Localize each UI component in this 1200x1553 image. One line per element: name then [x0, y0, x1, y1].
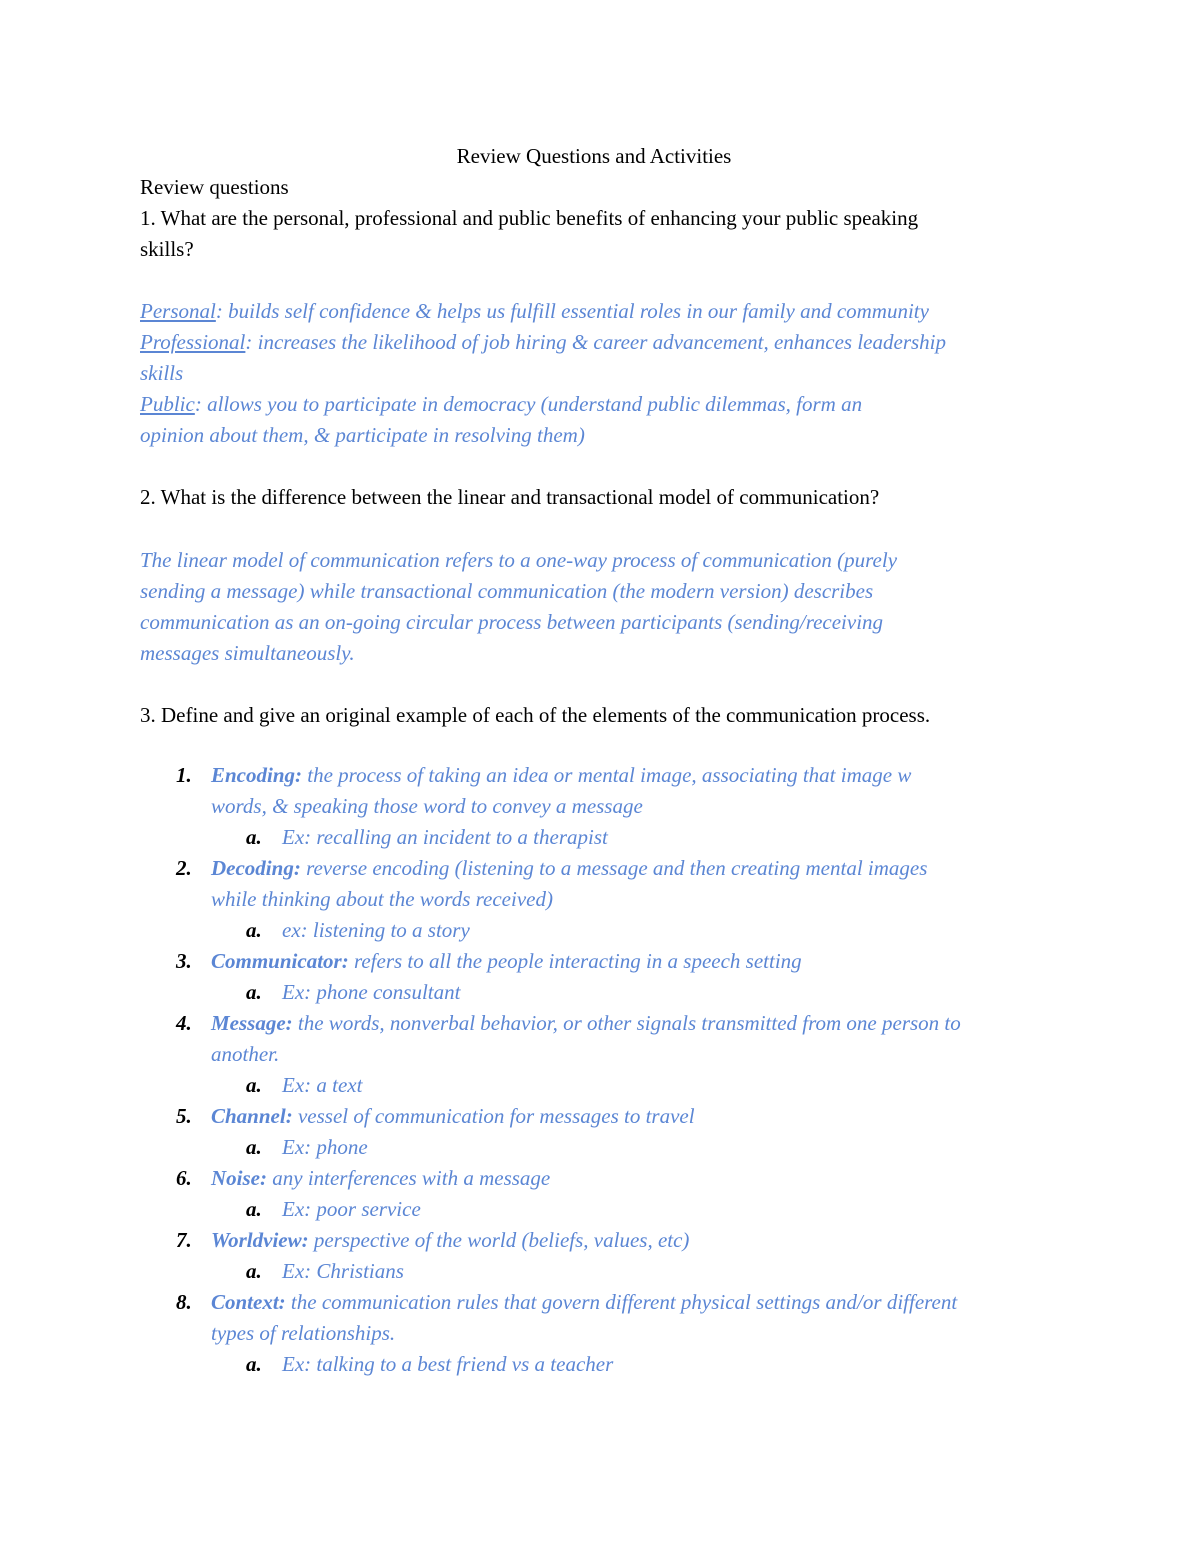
sub-list-marker: a.: [246, 825, 262, 849]
list-item-decoding: [211, 853, 927, 884]
answer-professional-label: Professional: [140, 330, 246, 354]
list-item-noise: [211, 1163, 550, 1194]
sub-list-marker: a.: [246, 1135, 262, 1159]
answer-professional-continued: skills: [140, 361, 184, 385]
answer-professional: [140, 327, 946, 358]
example-text: Ex: talking to a best friend vs a teacher: [282, 1352, 614, 1376]
term-definition-continued: words, & speaking those word to convey a message: [211, 794, 643, 818]
term-label: Encoding:: [211, 763, 303, 787]
term-definition-continued: another.: [211, 1042, 280, 1066]
term-definition-continued: types of relationships.: [211, 1321, 396, 1345]
list-number: 7.: [176, 1228, 192, 1252]
term-definition: any interferences with a message: [267, 1166, 551, 1190]
answer-2-line-1: The linear model of communication refers to a one-way process of communication (purely: [140, 548, 898, 572]
answer-public-continued: opinion about them, & participate in resolving them): [140, 423, 585, 447]
term-label: Noise:: [211, 1166, 267, 1190]
answer-personal: [140, 296, 929, 327]
example-text: Ex: phone: [282, 1135, 368, 1159]
term-definition: the process of taking an idea or mental image, associating that image w: [302, 763, 912, 787]
example-text: Ex: Christians: [282, 1259, 404, 1283]
term-label: Communicator:: [211, 949, 349, 973]
sub-list-marker: a.: [246, 1197, 262, 1221]
list-item-message: [211, 1008, 961, 1039]
example-text: ex: listening to a story: [282, 918, 470, 942]
sub-list-marker: a.: [246, 1073, 262, 1097]
answer-public-text: : allows you to participate in democracy (understand public dilemmas, form an: [194, 392, 863, 416]
question-1-line-1: 1. What are the personal, professional and public benefits of enhancing your public speaking: [140, 206, 919, 230]
list-number: 6.: [176, 1166, 192, 1190]
example-text: Ex: poor service: [282, 1197, 421, 1221]
example-text: Ex: recalling an incident to a therapist: [282, 825, 608, 849]
term-definition: perspective of the world (beliefs, values, etc): [308, 1228, 690, 1252]
term-definition: vessel of communication for messages to travel: [292, 1104, 695, 1128]
page-title: Review Questions and Activities: [456, 144, 732, 168]
answer-professional-text: : increases the likelihood of job hiring & career advancement, enhances leadership: [245, 330, 946, 354]
answer-personal-label: Personal: [140, 299, 216, 323]
section-heading: Review questions: [140, 175, 289, 199]
term-definition: the communication rules that govern different physical settings and/or different: [285, 1290, 958, 1314]
list-number: 8.: [176, 1290, 192, 1314]
list-number: 5.: [176, 1104, 192, 1128]
term-label: Worldview:: [211, 1228, 309, 1252]
list-number: 1.: [176, 763, 192, 787]
list-item-worldview: [211, 1225, 689, 1256]
term-definition-continued: while thinking about the words received): [211, 887, 553, 911]
list-item-context: [211, 1287, 957, 1318]
sub-list-marker: a.: [246, 1259, 262, 1283]
term-definition: reverse encoding (listening to a message and then creating mental images: [300, 856, 928, 880]
sub-list-marker: a.: [246, 918, 262, 942]
term-label: Message:: [211, 1011, 293, 1035]
list-number: 4.: [176, 1011, 192, 1035]
term-definition: refers to all the people interacting in a speech setting: [348, 949, 802, 973]
answer-public: [140, 389, 862, 420]
question-3: 3. Define and give an original example of each of the elements of the communication process.: [140, 703, 931, 727]
list-item-encoding: [211, 760, 911, 791]
list-item-channel: [211, 1101, 695, 1132]
example-text: Ex: phone consultant: [282, 980, 461, 1004]
answer-public-label: Public: [140, 392, 195, 416]
term-label: Decoding:: [211, 856, 301, 880]
list-item-communicator: [211, 946, 802, 977]
sub-list-marker: a.: [246, 1352, 262, 1376]
term-label: Context:: [211, 1290, 286, 1314]
term-definition: the words, nonverbal behavior, or other signals transmitted from one person to: [292, 1011, 961, 1035]
answer-2-line-2: sending a message) while transactional communication (the modern version) describes: [140, 579, 874, 603]
term-label: Channel:: [211, 1104, 293, 1128]
list-number: 3.: [176, 949, 192, 973]
question-2: 2. What is the difference between the linear and transactional model of communication?: [140, 485, 880, 509]
example-text: Ex: a text: [282, 1073, 363, 1097]
list-number: 2.: [176, 856, 192, 880]
answer-2-line-3: communication as an on-going circular process between participants (sending/receiving: [140, 610, 884, 634]
answer-personal-text: : builds self confidence & helps us fulfill essential roles in our family and community: [215, 299, 929, 323]
question-1-line-2: skills?: [140, 237, 194, 261]
answer-2-line-4: messages simultaneously.: [140, 641, 355, 665]
sub-list-marker: a.: [246, 980, 262, 1004]
